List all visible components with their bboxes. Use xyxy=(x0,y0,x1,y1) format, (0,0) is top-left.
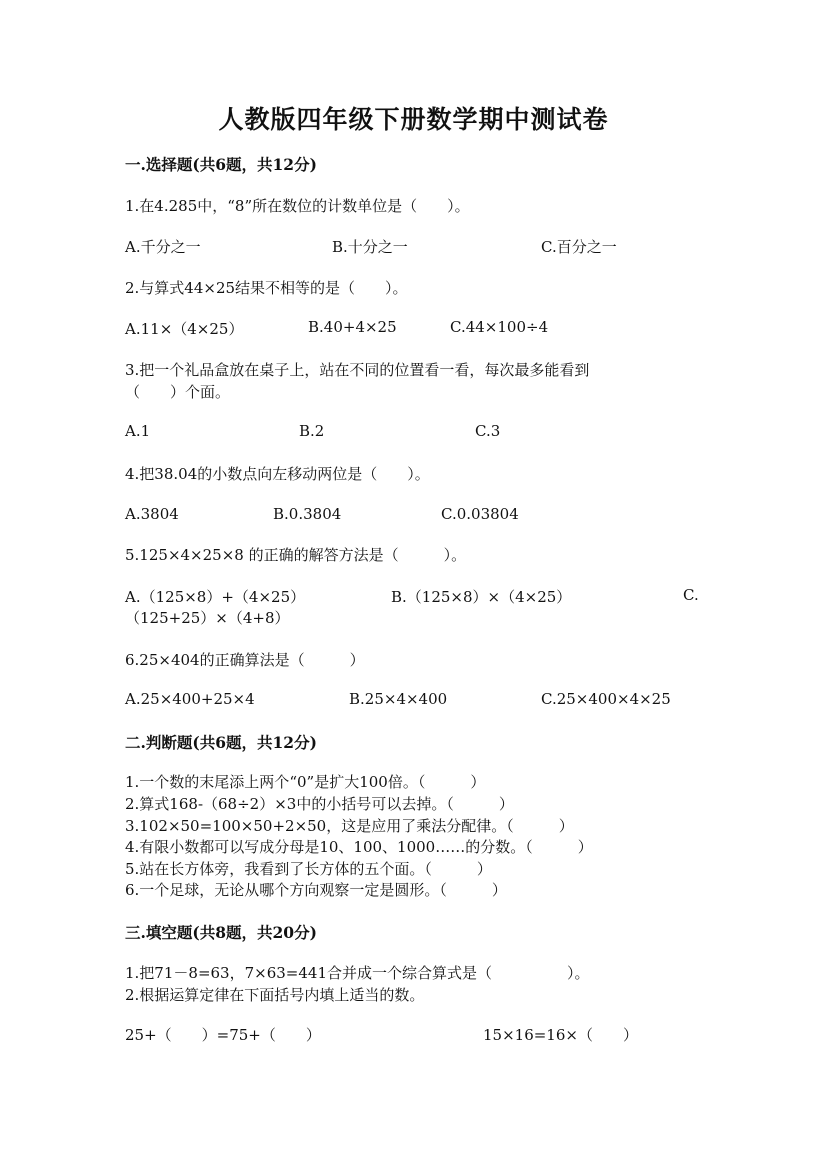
option-b: B.25×4×400 xyxy=(349,690,448,708)
option-c-text: （125+25）×（4+8） xyxy=(125,609,290,627)
fill-item: 2.根据运算定律在下面括号内填上适当的数。 xyxy=(125,986,425,1004)
question-stem: 2.与算式44×25结果不相等的是（ ）。 xyxy=(125,279,408,297)
question-stem-continued: （ ）个面。 xyxy=(125,383,231,401)
option-b: B.0.3804 xyxy=(273,505,342,523)
judgment-item: 1.一个数的末尾添上两个“0”是扩大100倍。（ ） xyxy=(125,773,486,791)
option-c: C.44×100÷4 xyxy=(450,318,549,336)
judgment-item: 5.站在长方体旁，我看到了长方体的五个面。（ ） xyxy=(125,860,492,878)
option-c: C.25×400×4×25 xyxy=(541,690,671,708)
question-stem: 1.在4.285中，“8”所在数位的计数单位是（ ）。 xyxy=(125,197,470,215)
section-heading-choice: 一.选择题(共6题，共12分) xyxy=(125,155,317,174)
question-stem: 4.把38.04的小数点向左移动两位是（ ）。 xyxy=(125,465,430,483)
judgment-item: 4.有限小数都可以写成分母是10、100、1000……的分数。（ ） xyxy=(125,838,593,856)
option-a: A.3804 xyxy=(125,505,179,523)
option-a: A.千分之一 xyxy=(125,238,201,256)
option-b: B.40+4×25 xyxy=(308,318,397,336)
question-stem: 3.把一个礼品盒放在桌子上，站在不同的位置看一看，每次最多能看到 xyxy=(125,361,590,379)
option-c: C.3 xyxy=(475,422,501,440)
section-heading-fill: 三.填空题(共8题，共20分) xyxy=(125,923,317,942)
question-stem: 5.125×4×25×8 的正确的解答方法是（ ）。 xyxy=(125,546,467,564)
option-a: A.11×（4×25） xyxy=(125,320,244,338)
option-c-label: C. xyxy=(683,586,699,604)
question-stem: 6.25×404的正确算法是（ ） xyxy=(125,651,365,669)
page-title: 人教版四年级下册数学期中测试卷 xyxy=(218,105,609,134)
option-a: A.（125×8）+（4×25） xyxy=(125,588,306,606)
option-c: C.百分之一 xyxy=(541,238,617,256)
judgment-item: 3.102×50=100×50+2×50，这是应用了乘法分配律。（ ） xyxy=(125,817,574,835)
option-a: A.25×400+25×4 xyxy=(125,690,255,708)
option-b: B.（125×8）×（4×25） xyxy=(391,588,572,606)
judgment-item: 2.算式168-（68÷2）×3中的小括号可以去掉。（ ） xyxy=(125,795,514,813)
fill-expression-right: 15×16=16×（ ） xyxy=(483,1026,638,1044)
option-a: A.1 xyxy=(125,422,151,440)
option-b: B.2 xyxy=(299,422,325,440)
option-b: B.十分之一 xyxy=(332,238,408,256)
judgment-item: 6.一个足球，无论从哪个方向观察一定是圆形。（ ） xyxy=(125,881,507,899)
option-c: C.0.03804 xyxy=(441,505,519,523)
fill-item: 1.把71－8=63，7×63=441合并成一个综合算式是（ ）。 xyxy=(125,964,590,982)
section-heading-judgment: 二.判断题(共6题，共12分) xyxy=(125,733,317,752)
fill-expression-left: 25+（ ）=75+（ ） xyxy=(125,1026,321,1044)
